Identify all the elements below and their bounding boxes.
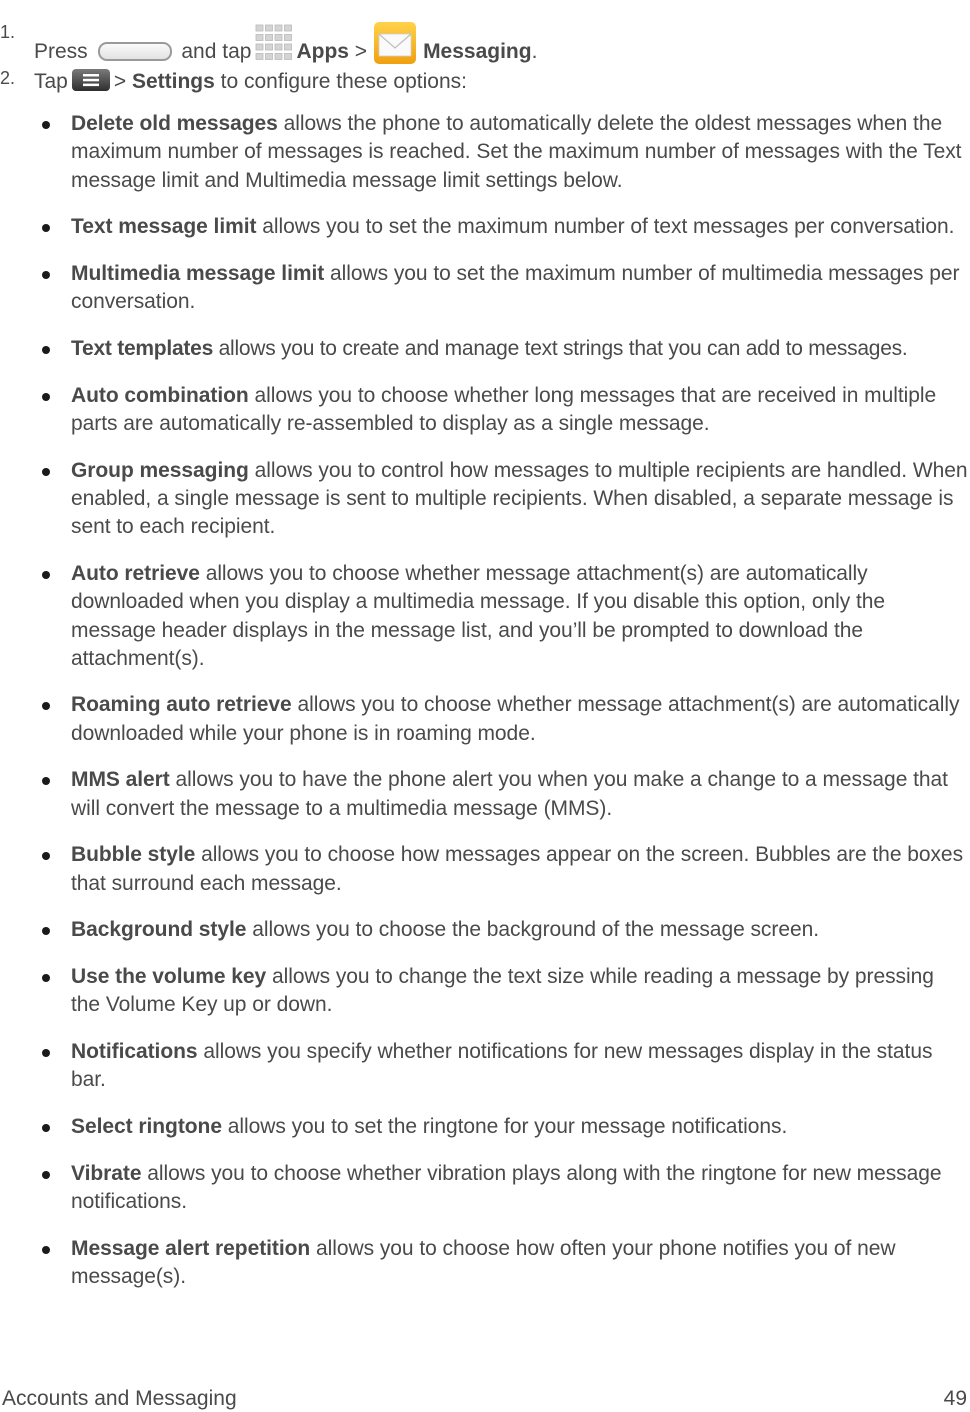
list-item	[0, 916, 970, 944]
bullet-icon	[42, 1171, 50, 1179]
bullet-icon	[42, 852, 50, 860]
settings-label: Settings	[131, 70, 215, 93]
bullet-icon	[42, 271, 50, 279]
options-list	[0, 110, 970, 1310]
messaging-label: Messaging	[423, 40, 532, 63]
step-number: 1.	[0, 22, 16, 42]
bullet-icon	[42, 393, 50, 401]
option-desc: allows you to set the maximum number of multimedia messages per conversation.	[71, 261, 960, 314]
option-term: Vibrate	[71, 1161, 142, 1185]
list-item	[0, 110, 970, 195]
list-item	[0, 766, 970, 823]
list-item	[0, 691, 970, 748]
bullet-icon	[42, 777, 50, 785]
option-desc: allows you to choose how messages appear on the screen. Bubbles are the boxes that surround each message.	[71, 843, 964, 895]
list-item	[0, 1038, 970, 1095]
list-item	[0, 335, 970, 363]
step-text	[34, 67, 467, 96]
list-item	[0, 1235, 970, 1292]
bullet-icon	[42, 1049, 50, 1057]
option-term: Message alert repetition	[71, 1236, 311, 1260]
step-word: Press	[34, 40, 88, 63]
page-number: 49	[943, 1387, 967, 1410]
option-desc: allows you to choose whether long messages that are received in multiple parts are automatically re-assembled to display as a single message.	[71, 383, 937, 435]
option-term: Auto combination	[71, 383, 249, 407]
list-item	[0, 1113, 970, 1141]
home-key-icon	[98, 42, 172, 61]
step-word: and tap	[181, 40, 252, 63]
list-item	[0, 1160, 970, 1217]
list-item	[0, 213, 970, 241]
step-number: 2.	[0, 68, 16, 88]
option-desc: allows you to have the phone alert you when you make a change to a message that will convert the message to a multimedia message (MMS).	[71, 768, 948, 820]
separator: >	[113, 70, 127, 93]
option-desc: allows the phone to automatically delete the oldest messages when the maximum number of messages is reached. Set the maximum number of messages with the Text message limit and Multimedia message limit settings below.	[71, 112, 962, 192]
option-term: Multimedia message limit	[71, 261, 325, 285]
option-desc: allows you to set the ringtone for your message notifications.	[227, 1115, 788, 1139]
option-term: Group messaging	[71, 458, 249, 482]
list-item	[0, 457, 970, 542]
option-desc: allows you to set the maximum number of text messages per conversation.	[262, 215, 955, 239]
step-text	[34, 21, 537, 66]
bullet-icon	[42, 702, 50, 710]
option-desc: allows you specify whether notifications for new messages display in the status bar.	[71, 1040, 933, 1092]
bullet-icon	[42, 974, 50, 982]
bullet-icon	[42, 927, 50, 935]
footer-section-title: Accounts and Messaging	[2, 1387, 237, 1410]
option-term: Select ringtone	[71, 1115, 222, 1139]
option-term: Notifications	[71, 1040, 198, 1064]
option-desc: allows you to choose whether message attachment(s) are automatically downloaded while your phone is in roaming mode.	[71, 693, 960, 745]
option-term: Text message limit	[71, 215, 257, 239]
list-item	[0, 260, 970, 317]
option-term: Background style	[71, 918, 247, 942]
separator: >	[354, 40, 368, 63]
option-desc: allows you to choose whether message attachment(s) are automatically downloaded when you display a multimedia message. If you disable this option, only the message header displays in the message list, and you’ll be prompted to download the attachment(s).	[71, 561, 886, 670]
option-desc: allows you to control how messages to multiple recipients are handled. When enabled, a single message is sent to multiple recipients. When disabled, a separate message is sent to each recipient.	[71, 458, 968, 539]
bullet-icon	[42, 346, 50, 354]
step-word: to configure these options:	[220, 70, 467, 93]
list-item	[0, 841, 970, 898]
bullet-icon	[42, 468, 50, 476]
menu-icon	[71, 68, 111, 92]
list-item	[0, 382, 970, 439]
option-term: Delete old messages	[71, 112, 278, 135]
option-desc: allows you to change the text size while reading a message by pressing the Volume Key up or down.	[71, 965, 934, 1017]
bullet-icon	[42, 1124, 50, 1132]
apps-icon	[255, 24, 293, 64]
bullet-icon	[42, 1246, 50, 1254]
option-term: Text templates	[71, 336, 213, 360]
option-term: Use the volume key	[71, 965, 267, 989]
step-word: Tap	[34, 70, 68, 93]
option-term: Auto retrieve	[71, 561, 200, 585]
messaging-icon	[373, 21, 417, 65]
list-item	[0, 963, 970, 1020]
option-desc: allows you to choose how often your phone notifies you of new message(s).	[71, 1236, 896, 1289]
option-term: Roaming auto retrieve	[71, 693, 292, 717]
bullet-icon	[42, 571, 50, 579]
option-desc: allows you to choose the background of the message screen.	[252, 918, 819, 942]
option-term: MMS alert	[71, 768, 170, 792]
option-desc: allows you to create and manage text strings that you can add to messages.	[218, 336, 908, 360]
option-desc: allows you to choose whether vibration plays along with the ringtone for new message notifications.	[71, 1161, 942, 1214]
step-word: .	[531, 40, 538, 63]
bullet-icon	[42, 121, 50, 129]
list-item	[0, 560, 970, 673]
apps-label: Apps	[296, 40, 349, 63]
option-term: Bubble style	[71, 843, 196, 867]
bullet-icon	[42, 224, 50, 232]
